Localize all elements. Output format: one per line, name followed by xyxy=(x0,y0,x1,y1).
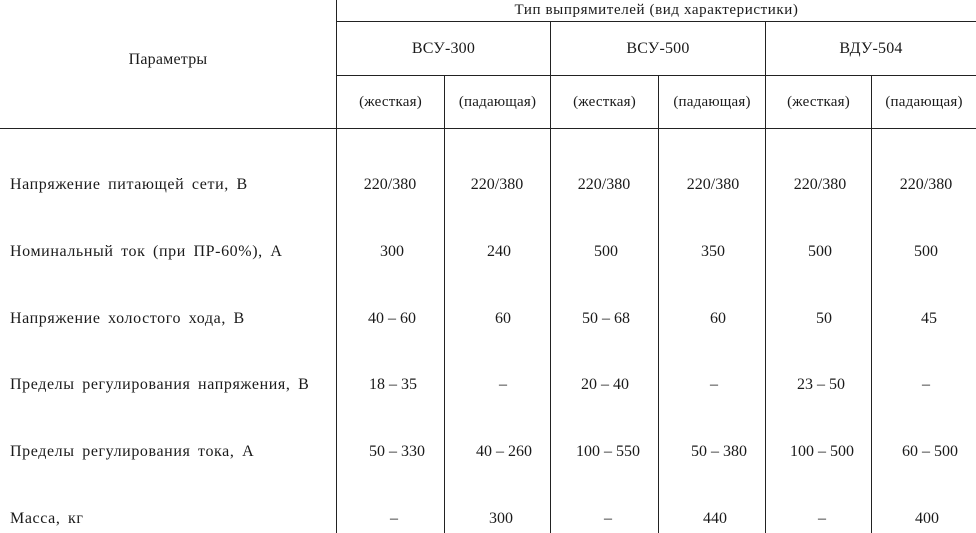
row-label-open-circuit-voltage: Напряжение холостого хода, В xyxy=(10,310,245,327)
model-header-vdu-504: ВДУ-504 xyxy=(839,39,903,57)
row-label-voltage-range: Пределы регулирования напряжения, В xyxy=(10,376,310,393)
row-label-rated-current: Номинальный ток (при ПР-60%), А xyxy=(10,243,283,260)
mode-header: (жесткая) xyxy=(359,93,422,110)
mode-divider-3 xyxy=(871,75,872,533)
row-label-current-range: Пределы регулирования тока, А xyxy=(10,443,255,460)
mode-divider-2 xyxy=(658,75,659,533)
mode-divider-1 xyxy=(444,75,445,533)
header-bottom-rule xyxy=(0,128,976,129)
mode-header: (жесткая) xyxy=(787,93,850,110)
mode-header: (падающая) xyxy=(673,93,751,110)
group-title: Тип выпрямителей (вид характеристики) xyxy=(514,2,799,18)
row-label-supply-voltage: Напряжение питающей сети, В xyxy=(10,176,248,193)
params-header: Параметры xyxy=(128,51,208,68)
model-header-vsu-300: ВСУ-300 xyxy=(411,39,476,57)
mode-header: (падающая) xyxy=(458,93,537,110)
row-label-mass: Масса, кг xyxy=(10,510,84,527)
model-header-vsu-500: ВСУ-500 xyxy=(626,39,690,57)
mode-header: (жесткая) xyxy=(573,93,636,110)
mode-header: (падающая) xyxy=(885,93,963,110)
